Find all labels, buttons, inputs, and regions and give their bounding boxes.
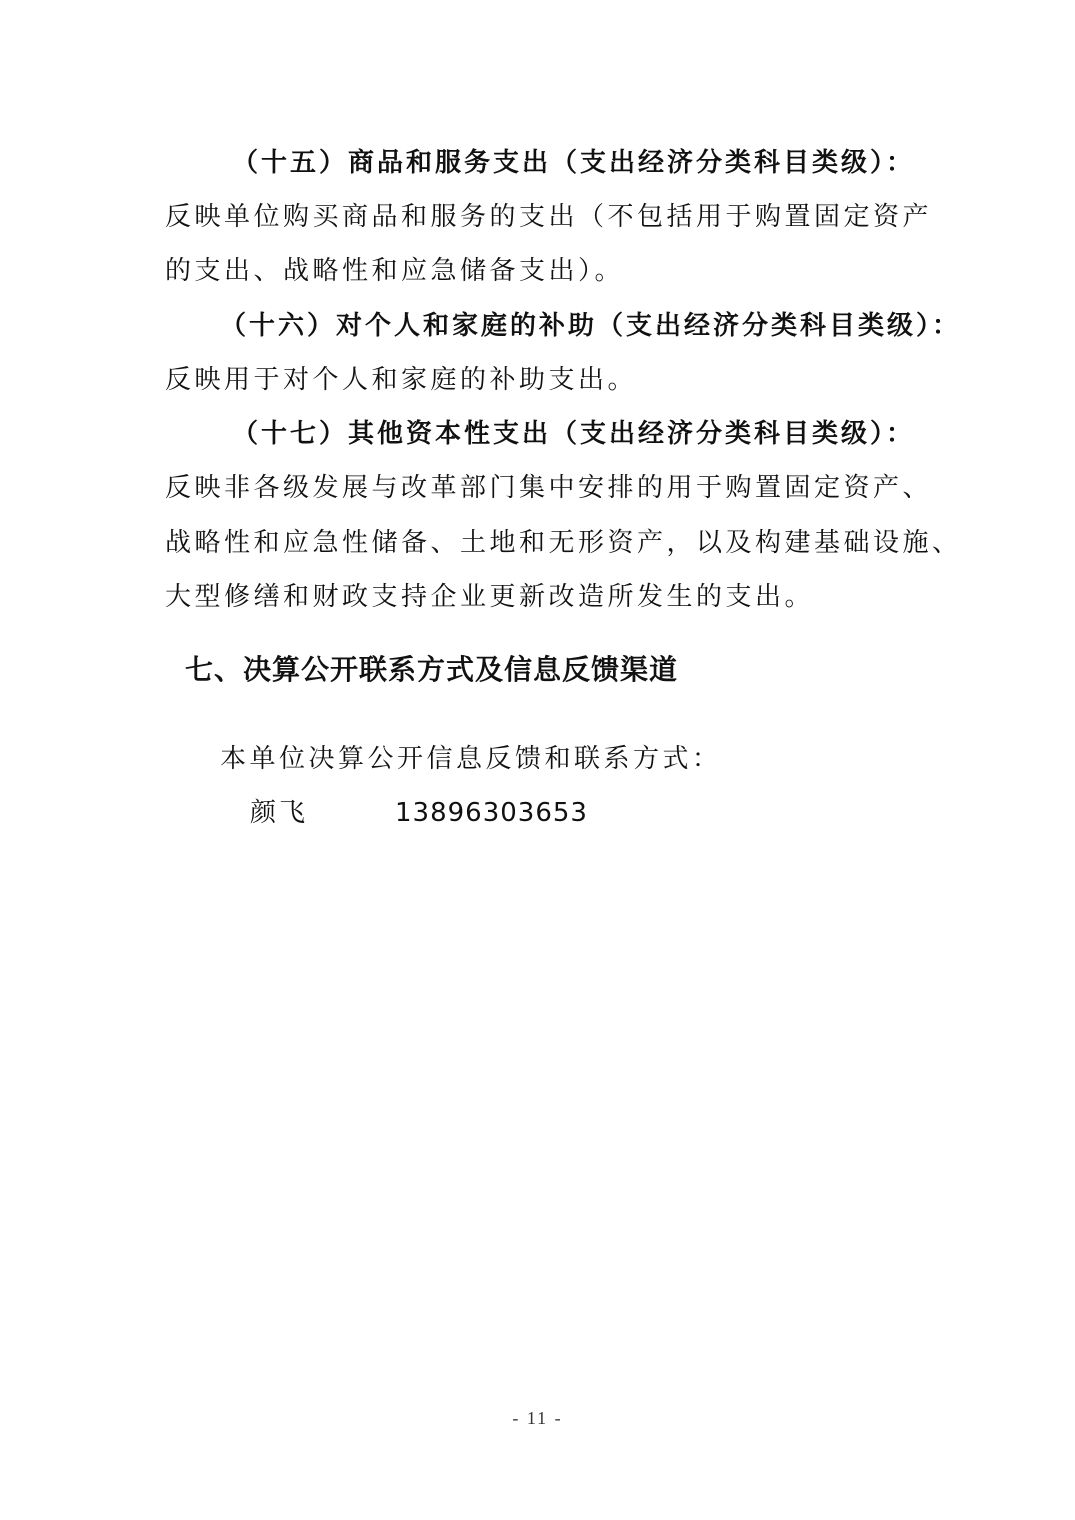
item15-body-line1: 反映单位购买商品和服务的支出（不包括用于购置固定资产: [165, 202, 933, 232]
contact-intro: 本单位决算公开信息反馈和联系方式：: [220, 744, 722, 774]
item16-title: （十六）对个人和家庭的补助（支出经济分类科目类级）：: [220, 311, 962, 341]
item16-body-line1: 反映用于对个人和家庭的补助支出。: [165, 365, 638, 395]
item15-title: （十五）商品和服务支出（支出经济分类科目类级）：: [232, 148, 916, 178]
contact-section-heading: 七、决算公开联系方式及信息反馈渠道: [185, 653, 679, 686]
contact-phone: 13896303653: [395, 798, 588, 828]
item17-body-line2: 战略性和应急性储备、土地和无形资产，以及构建基础设施、: [165, 528, 962, 558]
page-number: - 11 -: [512, 1408, 563, 1428]
item17-title: （十七）其他资本性支出（支出经济分类科目类级）：: [232, 419, 916, 449]
item17-body-line3: 大型修缮和财政支持企业更新改造所发生的支出。: [165, 582, 815, 612]
item17-body-line1: 反映非各级发展与改革部门集中安排的用于购置固定资产、: [165, 473, 933, 503]
item15-body-line2: 的支出、战略性和应急储备支出）。: [165, 256, 625, 286]
contact-name: 颜飞: [250, 798, 309, 828]
